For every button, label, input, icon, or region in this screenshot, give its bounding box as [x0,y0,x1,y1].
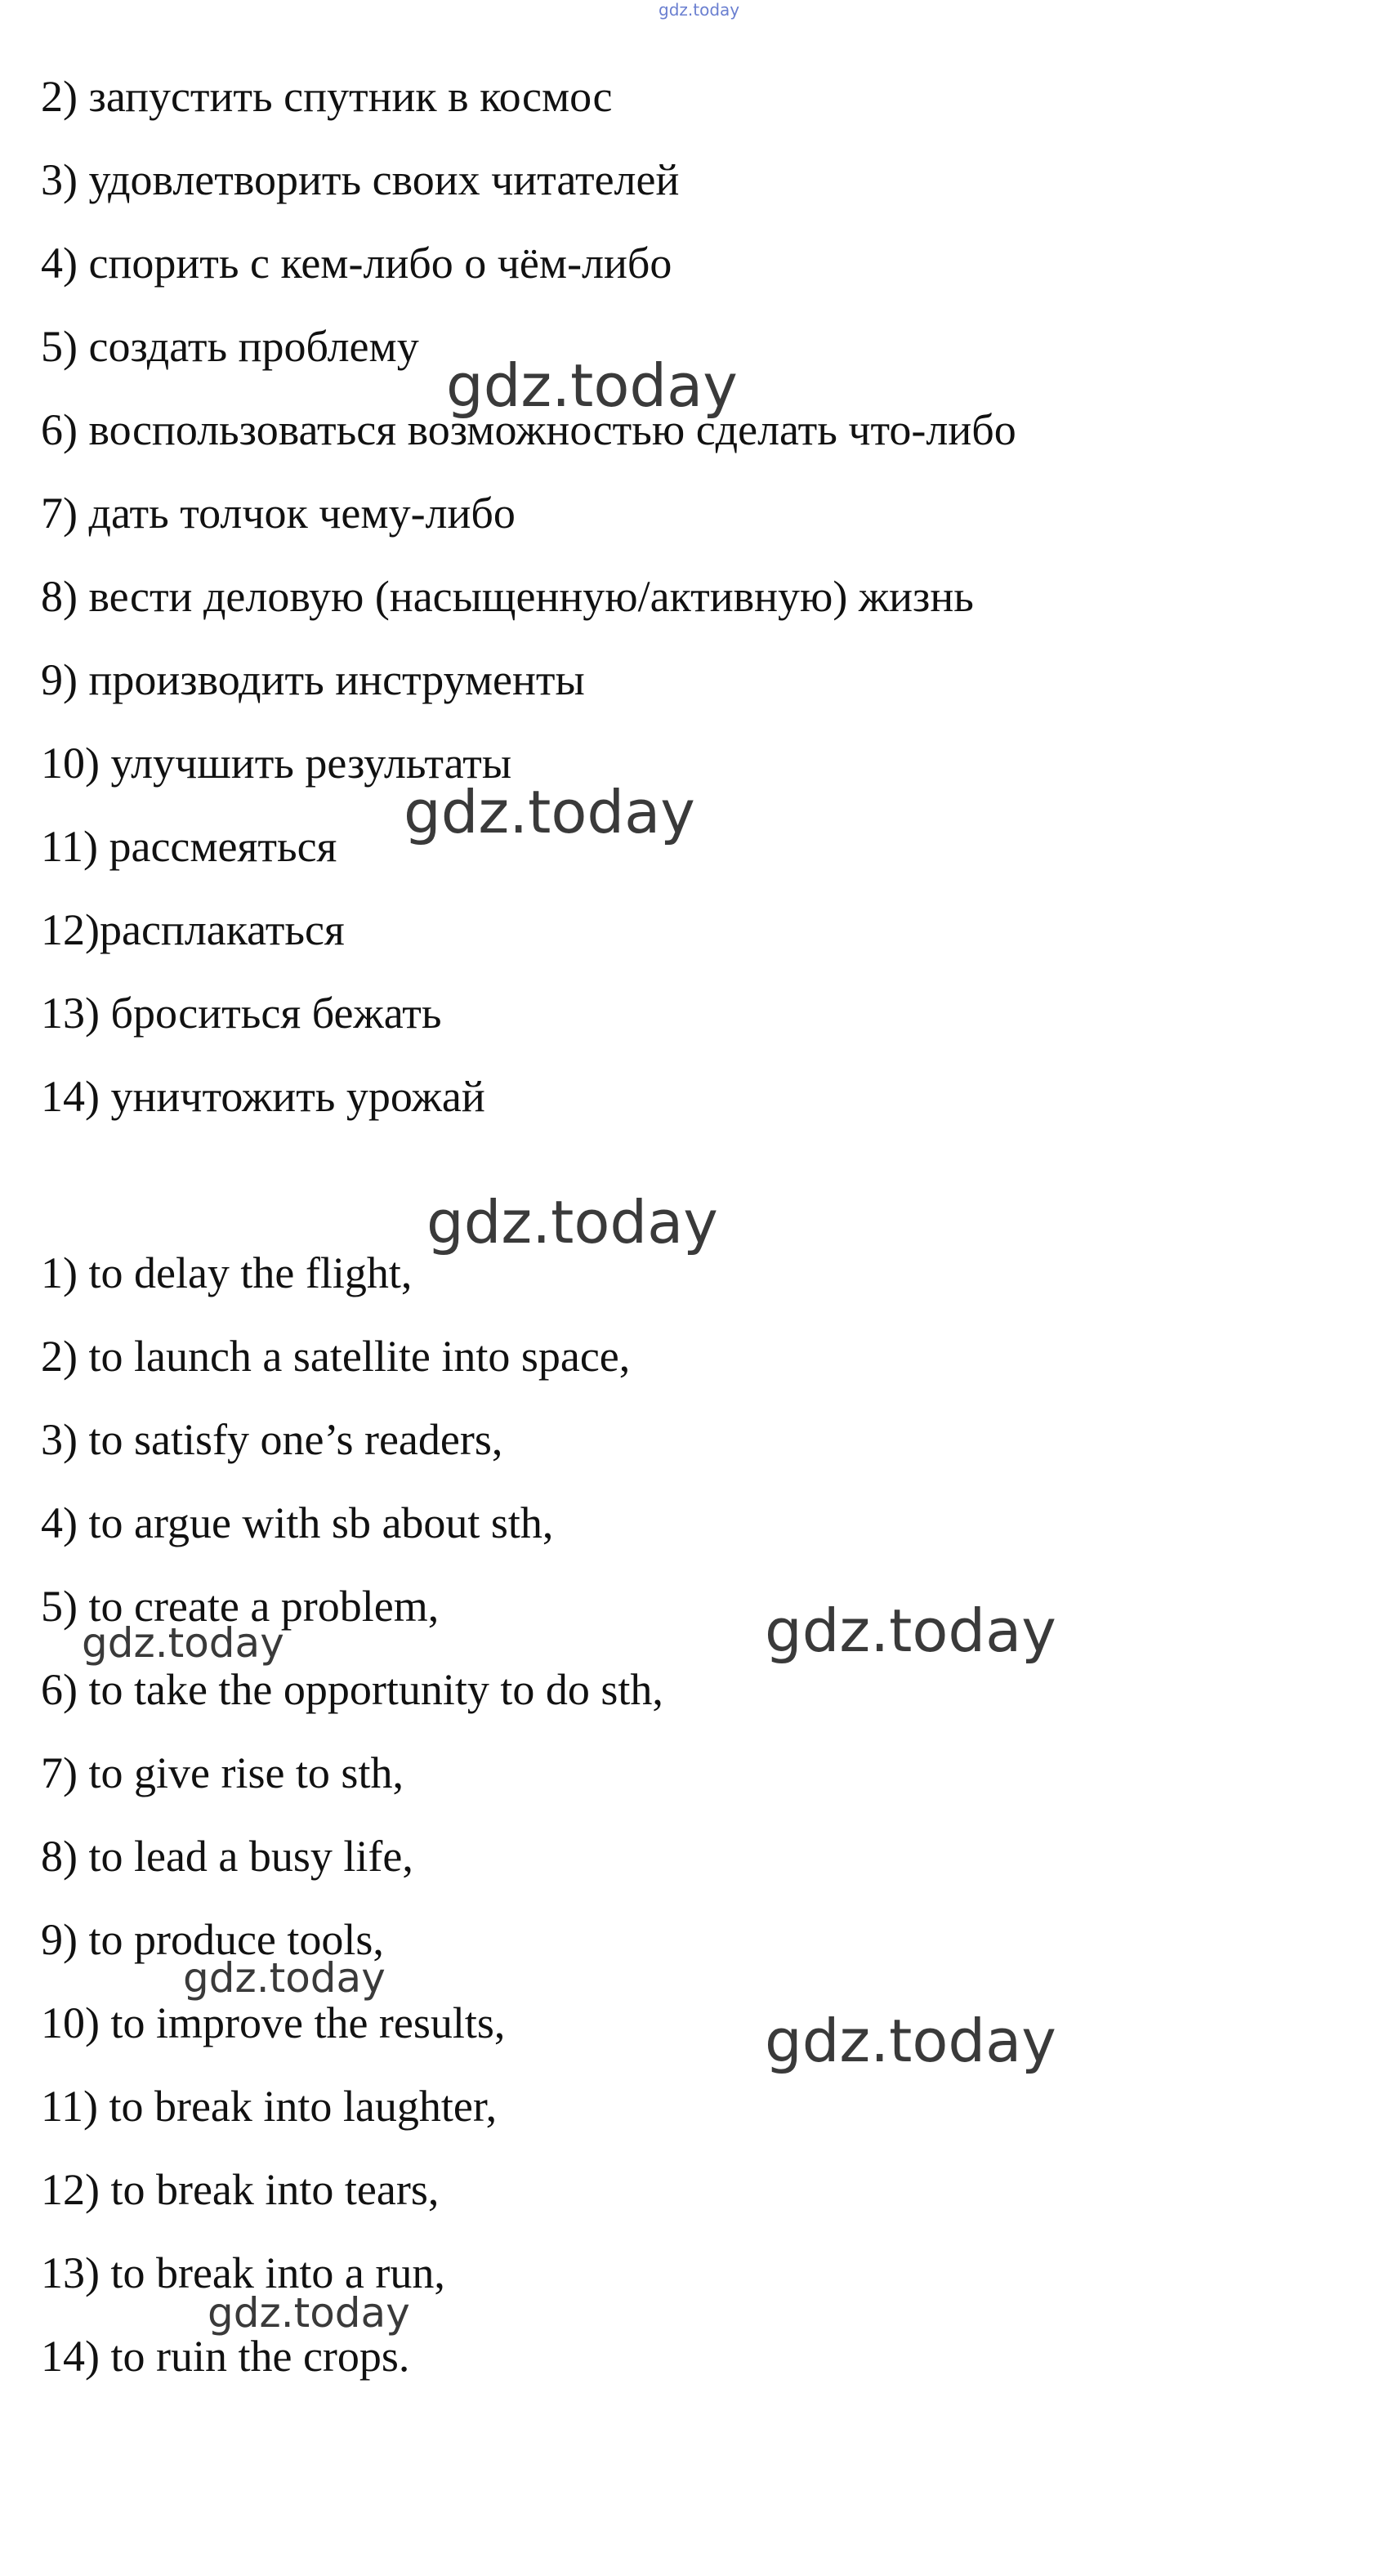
list-item: 5) создать проблему [41,322,419,371]
watermark: gdz.today [404,778,695,846]
list-item: 14) уничтожить урожай [41,1072,485,1121]
list-item: 11) рассмеяться [41,822,337,871]
list-item: 8) to lead a busy life, [41,1832,413,1881]
list-item: 10) to improve the results, [41,1998,506,2047]
list-item: 7) дать толчок чему-либо [41,489,516,538]
watermark-top: gdz.today [659,0,740,20]
list-item: 12)расплакаться [41,905,345,954]
list-item: 3) удовлетворить своих читателей [41,155,680,204]
list-item: 2) to launch a satellite into space, [41,1332,631,1381]
watermark: gdz.today [765,1596,1056,1665]
watermark: gdz.today [765,2007,1056,2075]
list-item: 5) to create a problem, [41,1582,440,1631]
list-item: 10) улучшить результаты [41,739,512,788]
watermark: gdz.today [82,1619,284,1667]
list-item: 11) to break into laughter, [41,2082,498,2131]
list-item: 4) спорить с кем-либо о чём-либо [41,239,672,288]
list-item: 7) to give rise to sth, [41,1748,404,1797]
list-item: 6) воспользоваться возможностью сделать что-либо [41,405,1016,454]
watermark: gdz.today [183,1954,386,2002]
list-item: 4) to argue with sb about sth, [41,1498,554,1547]
list-item: 13) to break into a run, [41,2248,445,2297]
list-item: 1) to delay the flight, [41,1248,413,1297]
list-item: 8) вести деловую (насыщенную/активную) жизнь [41,572,974,621]
list-item: 6) to take the opportunity to do sth, [41,1665,663,1714]
list-item: 9) to produce tools, [41,1915,384,1964]
list-item: 12) to break into tears, [41,2165,440,2214]
list-item: 9) производить инструменты [41,655,585,704]
watermark: gdz.today [426,1188,718,1257]
list-item: 14) to ruin the crops. [41,2332,410,2381]
list-item: 3) to satisfy one’s readers, [41,1415,503,1464]
list-item: 2) запустить спутник в космос [41,72,613,121]
list-item: 13) броситься бежать [41,989,442,1038]
watermark: gdz.today [208,2289,410,2337]
watermark: gdz.today [446,351,738,420]
